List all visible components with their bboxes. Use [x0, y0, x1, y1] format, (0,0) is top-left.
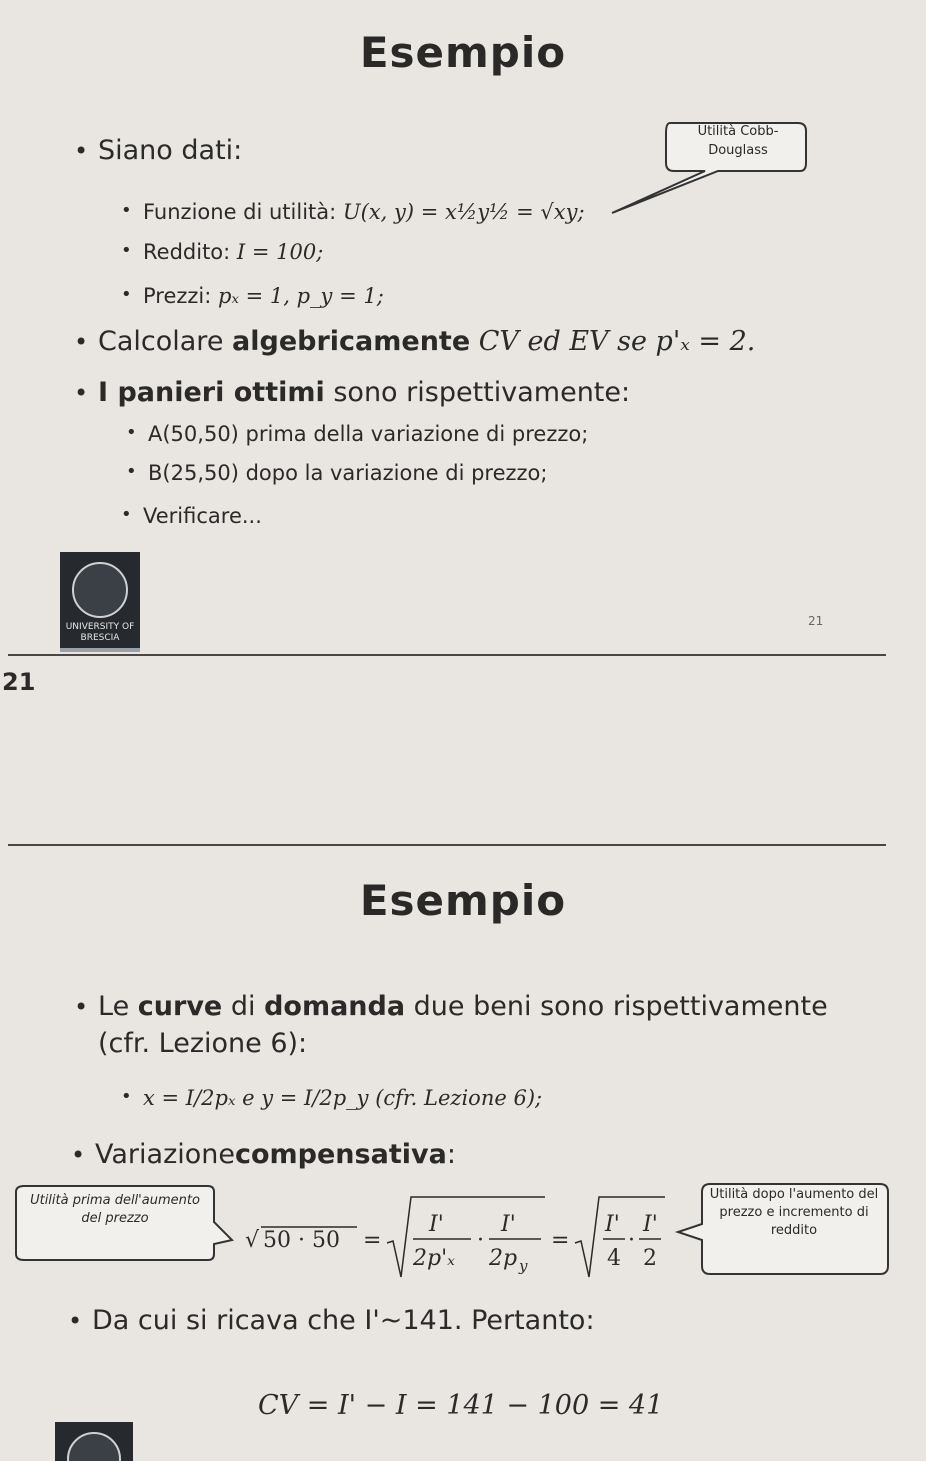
bullet-variation: [95, 1138, 456, 1172]
slide2-top-divider: [8, 844, 886, 846]
bullet-basket-a: • A(50,50) prima della variazione di prezzo;: [148, 420, 588, 448]
calc-bold: algebricamente: [232, 326, 471, 357]
demand-mid: di: [230, 991, 256, 1022]
slide2-title: Esempio: [359, 876, 567, 925]
university-logo-bottom: [55, 1422, 133, 1461]
slide1-page-number: 21: [808, 614, 824, 628]
slide1-title: Esempio: [359, 28, 567, 77]
prices-expression: pₓ = 1, p_y = 1;: [218, 284, 384, 308]
svg-text:y: y: [519, 1257, 528, 1275]
svg-text:2p: 2p: [489, 1246, 518, 1271]
svg-text:·: ·: [477, 1228, 484, 1253]
demand-pre: Le: [98, 991, 130, 1022]
demand-bold-curve: curve: [137, 991, 223, 1022]
bullet-utility: [143, 198, 585, 226]
svg-text:2p'ₓ: 2p'ₓ: [413, 1246, 455, 1271]
bullet-result: [92, 1304, 595, 1338]
svg-text:4: 4: [607, 1246, 621, 1271]
svg-text:2: 2: [643, 1246, 657, 1271]
page-marker: 21: [2, 668, 36, 696]
calc-post: CV ed EV se p'ₓ = 2.: [478, 326, 756, 357]
bullet-siano-dati: • Siano dati:: [98, 134, 242, 168]
callout-right-text: Utilità dopo l'aumento del prezzo e incremento di reddito: [709, 1187, 879, 1238]
svg-text:I': I': [643, 1212, 658, 1237]
utility-expression: U(x, y) = x½y½ = √xy;: [342, 200, 585, 224]
callout-left-text: Utilità prima dell'aumento del prezzo: [30, 1193, 200, 1226]
equation-graphic: [245, 1185, 675, 1285]
demand-bold-domanda: domanda: [264, 991, 406, 1022]
svg-text:I': I': [501, 1212, 516, 1237]
variation-post: :: [446, 1139, 456, 1170]
svg-text:=: =: [551, 1228, 570, 1253]
demand-expression: x = I/2pₓ e y = I/2p_y (cfr. Lezione 6);: [143, 1086, 543, 1110]
bullet-basket-b: • B(25,50) dopo la variazione di prezzo;: [148, 459, 547, 487]
demand-post: due beni sono rispettivamente: [413, 991, 828, 1022]
university-logo: [60, 552, 140, 652]
svg-text:√: √: [245, 1228, 260, 1253]
calc-pre: Calcolare: [98, 326, 224, 357]
svg-text:I': I': [429, 1212, 444, 1237]
income-label: Reddito:: [143, 240, 231, 264]
prices-label: Prezzi:: [143, 284, 212, 308]
baskets-bold: I panieri ottimi: [98, 377, 325, 408]
compensating-equation: [245, 1185, 675, 1285]
university-seal-icon-bottom: [67, 1432, 121, 1461]
svg-text:·: ·: [628, 1228, 635, 1253]
baskets-post: sono rispettivamente:: [333, 377, 631, 408]
utility-label: Funzione di utilità:: [143, 200, 337, 224]
cobb-douglas-callout-text: Utilità Cobb-Douglass: [697, 124, 779, 158]
bullet-verificare: • Verificare...: [143, 502, 262, 530]
svg-text:I': I': [605, 1212, 620, 1237]
bullet-demand: [98, 990, 858, 1024]
bullet-income: [143, 238, 323, 266]
slide1-divider: [8, 654, 886, 656]
logo-text: UNIVERSITY OF BRESCIA: [65, 622, 135, 643]
university-seal-icon: [72, 562, 128, 618]
bullet-prices: [143, 282, 384, 310]
variation-bold: compensativa: [234, 1139, 447, 1170]
demand-reference: (cfr. Lezione 6):: [98, 1028, 308, 1059]
variation-pre: Variazione: [95, 1139, 235, 1170]
svg-text:=: =: [363, 1228, 382, 1253]
cv-equation: CV = I' − I = 141 − 100 = 41: [258, 1390, 664, 1421]
bullet-calcolare: [98, 325, 755, 359]
result-text: Da cui si ricava che I'~141. Pertanto:: [92, 1305, 595, 1336]
svg-text:50 · 50: 50 · 50: [263, 1228, 340, 1253]
income-expression: I = 100;: [236, 240, 324, 264]
bullet-demand-expr: [143, 1084, 542, 1112]
bullet-panieri: [98, 376, 630, 410]
